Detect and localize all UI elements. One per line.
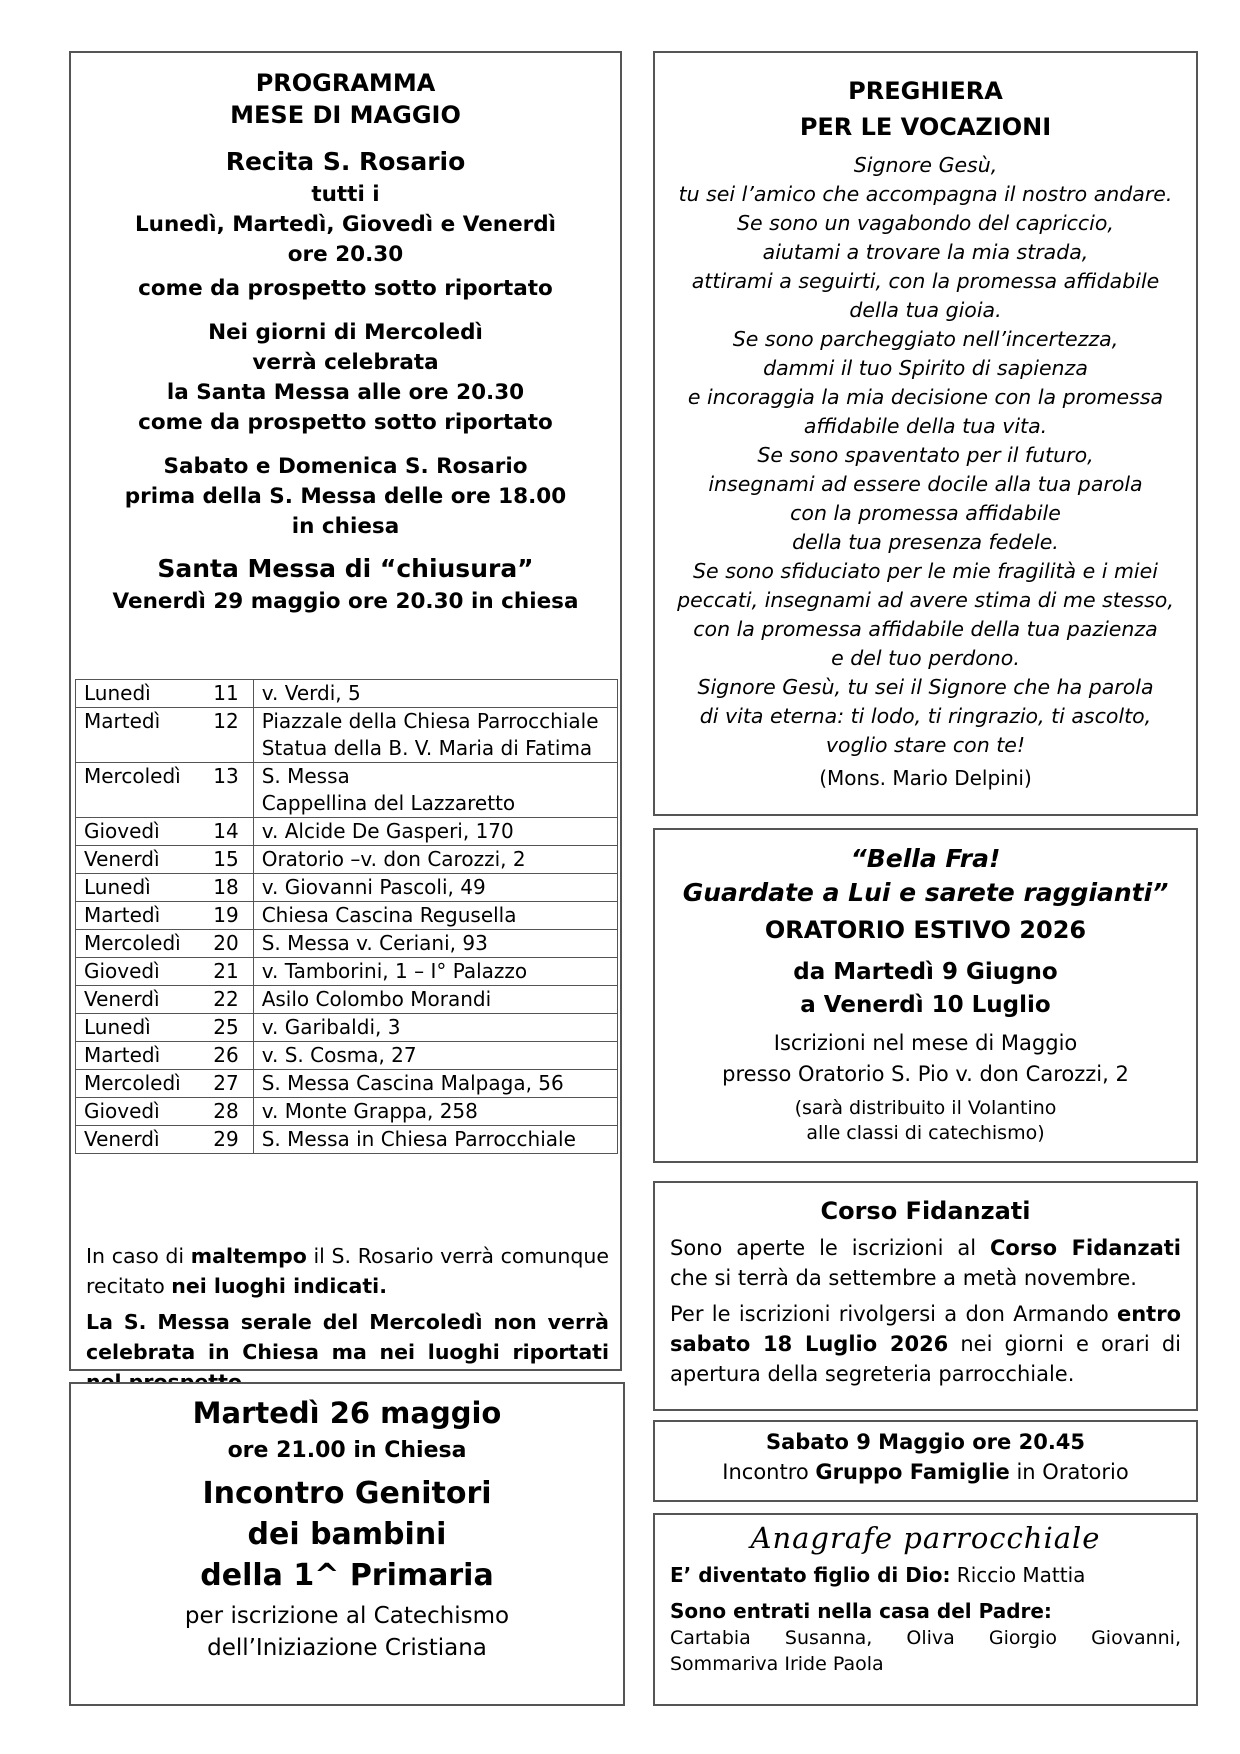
poem-line: aiutami a trovare la mia strada, [762, 240, 1089, 264]
poem-line: insegnami ad essere docile alla tua parola [708, 472, 1143, 496]
chiusura-title: Santa Messa di “chiusura” [157, 554, 534, 583]
schedule-row [76, 1042, 618, 1070]
corso-text-span: Sono aperte le iscrizioni al [670, 1236, 990, 1260]
schedule-day: Venerdì [76, 986, 181, 1014]
programma-title-line: MESE DI MAGGIO [230, 101, 461, 129]
schedule-row [76, 1070, 618, 1098]
figlio-label: E’ diventato figlio di Dio: [670, 1563, 951, 1587]
schedule-date: 28 [181, 1098, 254, 1126]
schedule-place-line: v. S. Cosma, 27 [261, 1043, 417, 1067]
corso-bold-span: entro sabato 18 Luglio 2026 [670, 1302, 1181, 1356]
padre-names: Cartabia Susanna, Oliva Giorgio Giovanni, Sommariva Iride Paola [670, 1627, 1181, 1675]
schedule-day: Lunedì [76, 874, 181, 902]
poem-line: e del tuo perdono. [831, 646, 1020, 670]
mercoledi-line: come da prospetto sotto riportato [138, 410, 553, 435]
poem-line: con la promessa affidabile [790, 501, 1061, 525]
incontro-desc-line: dell’Iniziazione Cristiana [207, 1635, 487, 1661]
schedule-day: Martedì [76, 708, 181, 763]
poem-line: voglio stare con te! [825, 733, 1026, 757]
famiglie-desc [655, 1460, 1196, 1484]
mercoledi-line: Nei giorni di Mercoledì [208, 320, 483, 345]
schedule-day: Venerdì [76, 846, 181, 874]
schedule-table [75, 679, 618, 1154]
sabato-line: Sabato e Domenica S. Rosario [163, 454, 528, 479]
schedule-place-line: Cappellina del Lazzaretto [261, 791, 516, 815]
incontro-title-line: dei bambini [247, 1517, 447, 1552]
schedule-row [76, 818, 618, 846]
preghiera-title [655, 73, 1196, 145]
poem-line: tu sei l’amico che accompagna il nostro andare. [678, 182, 1173, 206]
incontro-title-line: Incontro Genitori [202, 1476, 492, 1511]
chiusura-date: Venerdì 29 maggio ore 20.30 in chiesa [112, 589, 579, 614]
schedule-date: 27 [181, 1070, 254, 1098]
schedule-place-line: Oratorio –v. don Carozzi, 2 [261, 847, 526, 871]
poem-line: peccati, insegnami ad avere stima di me stesso, [677, 588, 1174, 612]
gruppo-famiglie-box [653, 1420, 1198, 1502]
schedule-row [76, 846, 618, 874]
poem-line: Se sono un vagabondo del capriccio, [737, 211, 1114, 235]
maltempo-note [86, 1241, 609, 1301]
anagrafe-figlio [670, 1563, 1181, 1587]
schedule-day: Mercoledì [76, 763, 181, 818]
schedule-day: Giovedì [76, 958, 181, 986]
padre-label: Sono entrati nella casa del Padre: [670, 1599, 1052, 1623]
note-text: In caso di [86, 1244, 191, 1268]
schedule-day: Lunedì [76, 1014, 181, 1042]
schedule-place [253, 1042, 617, 1070]
schedule-place-line: Piazzale della Chiesa Parrocchiale [261, 709, 599, 733]
note-text: il S. Rosario verrà comunque recitato [86, 1244, 609, 1298]
poem-line: della tua gioia. [849, 298, 1002, 322]
poem-line: dammi il tuo Spirito di sapienza [763, 356, 1088, 380]
incontro-title [71, 1473, 623, 1596]
schedule-place-line: Chiesa Cascina Regusella [261, 903, 517, 927]
poem-line: e incoraggia la mia decisione con la promessa [687, 385, 1164, 409]
schedule-day: Mercoledì [76, 930, 181, 958]
schedule-day: Venerdì [76, 1126, 181, 1154]
schedule-row [76, 902, 618, 930]
schedule-row [76, 680, 618, 708]
corso-text-span: Per le iscrizioni rivolgersi a don Armando [670, 1302, 1117, 1326]
oratorio-quote-line: “Bella Fra! [850, 844, 1001, 873]
incontro-date: Martedì 26 maggio [192, 1396, 502, 1430]
schedule-row [76, 1014, 618, 1042]
corso-fidanzati-box [653, 1181, 1198, 1411]
mercoledi-info [71, 318, 620, 438]
poem-line: Signore Gesù, tu sei il Signore che ha parola [697, 675, 1154, 699]
schedule-place [253, 874, 617, 902]
oratorio-note-line: alle classi di catechismo) [806, 1122, 1045, 1144]
incontro-desc-line: per iscrizione al Catechismo [184, 1603, 510, 1629]
sabato-line: prima della S. Messa delle ore 18.00 [124, 484, 567, 509]
schedule-place [253, 958, 617, 986]
schedule-date: 11 [181, 680, 254, 708]
schedule-date: 19 [181, 902, 254, 930]
oratorio-note-line: (sarà distribuito il Volantino [794, 1097, 1057, 1119]
schedule-row [76, 874, 618, 902]
schedule-date: 14 [181, 818, 254, 846]
programma-title [71, 67, 620, 131]
poem-line: Se sono spaventato per il futuro, [757, 443, 1094, 467]
schedule-place [253, 846, 617, 874]
oratorio-dates [655, 956, 1196, 1022]
incontro-genitori-box [69, 1382, 625, 1706]
sabato-line: in chiesa [291, 514, 400, 539]
note-bold: nei luoghi indicati. [171, 1274, 387, 1298]
corso-text [670, 1233, 1181, 1389]
schedule-place-line: v. Garibaldi, 3 [261, 1015, 401, 1039]
schedule-place [253, 680, 617, 708]
schedule-place-line: S. Messa [261, 764, 350, 788]
schedule-place [253, 902, 617, 930]
schedule-row [76, 958, 618, 986]
schedule-place-line: S. Messa Cascina Malpaga, 56 [261, 1071, 564, 1095]
corso-para-1 [670, 1233, 1181, 1293]
note-bold: maltempo [190, 1244, 307, 1268]
incontro-desc [71, 1600, 623, 1664]
famiglie-text: Incontro [722, 1460, 816, 1484]
oratorio-note [655, 1096, 1196, 1146]
rosario-line: ore 20.30 [287, 242, 404, 267]
incontro-title-line: della 1^ Primaria [200, 1558, 494, 1593]
schedule-place [253, 763, 617, 818]
schedule-row [76, 708, 618, 763]
mercoledi-line: la Santa Messa alle ore 20.30 [166, 380, 525, 405]
schedule-place-line: Statua della B. V. Maria di Fatima [261, 736, 593, 760]
poem-line: Se sono parcheggiato nell’incertezza, [732, 327, 1119, 351]
corso-text-span: nei giorni e orari di apertura della segreteria parrocchiale. [670, 1332, 1181, 1386]
schedule-date: 22 [181, 986, 254, 1014]
schedule-place-line: S. Messa in Chiesa Parrocchiale [261, 1127, 576, 1151]
schedule-place-line: v. Monte Grappa, 258 [261, 1099, 478, 1123]
rosario-line: tutti i [311, 182, 380, 207]
rosario-info [71, 180, 620, 304]
oratorio-quote [655, 842, 1196, 910]
poem-line: della tua presenza fedele. [792, 530, 1059, 554]
anagrafe-title: Anagrafe parrocchiale [750, 1521, 1101, 1555]
schedule-day: Giovedì [76, 1098, 181, 1126]
corso-title: Corso Fidanzati [820, 1197, 1031, 1225]
poem-line: Se sono sfiduciato per le mie fragilità e i miei [693, 559, 1158, 583]
famiglie-text: in Oratorio [1009, 1460, 1129, 1484]
schedule-place [253, 1070, 617, 1098]
schedule-place [253, 1126, 617, 1154]
schedule-date: 21 [181, 958, 254, 986]
preghiera-author: (Mons. Mario Delpini) [819, 766, 1032, 790]
oratorio-info [655, 1028, 1196, 1090]
schedule-place [253, 986, 617, 1014]
oratorio-info-line: Iscrizioni nel mese di Maggio [773, 1031, 1078, 1055]
schedule-row [76, 1126, 618, 1154]
programma-title-line: PROGRAMMA [255, 69, 436, 97]
figlio-name: Riccio Mattia [950, 1563, 1086, 1587]
oratorio-title: ORATORIO ESTIVO 2026 [764, 916, 1087, 944]
schedule-place-line: v. Giovanni Pascoli, 49 [261, 875, 486, 899]
poem-line: attirami a seguirti, con la promessa affidabile [691, 269, 1160, 293]
poem-line: Signore Gesù, [853, 153, 998, 177]
schedule-row [76, 986, 618, 1014]
corso-text-span: che si terrà da settembre a metà novembre. [670, 1266, 1137, 1290]
schedule-day: Giovedì [76, 818, 181, 846]
schedule-place [253, 708, 617, 763]
messa-note: La S. Messa serale del Mercoledì non verrà celebrata in Chiesa ma nei luoghi riportati [86, 1310, 609, 1364]
poem-line: di vita eterna: ti lodo, ti ringrazio, ti ascolto, [699, 704, 1152, 728]
schedule-place-line: S. Messa v. Ceriani, 93 [261, 931, 488, 955]
anagrafe-box [653, 1513, 1198, 1706]
schedule-row [76, 763, 618, 818]
poem-line: con la promessa affidabile della tua pazienza [693, 617, 1158, 641]
schedule-date: 15 [181, 846, 254, 874]
schedule-date: 18 [181, 874, 254, 902]
schedule-date: 12 [181, 708, 254, 763]
schedule-day: Lunedì [76, 680, 181, 708]
schedule-place-line: v. Tamborini, 1 – I° Palazzo [261, 959, 528, 983]
programma-box [69, 51, 622, 1371]
preghiera-title-line: PER LE VOCAZIONI [799, 113, 1052, 141]
preghiera-title-line: PREGHIERA [848, 77, 1003, 105]
incontro-time: ore 21.00 in Chiesa [227, 1438, 467, 1463]
famiglie-date: Sabato 9 Maggio ore 20.45 [765, 1430, 1086, 1454]
schedule-place-line: v. Verdi, 5 [261, 681, 361, 705]
corso-bold-span: Corso Fidanzati [989, 1236, 1181, 1260]
poem-line: affidabile della tua vita. [803, 414, 1048, 438]
schedule-date: 13 [181, 763, 254, 818]
schedule-place-line: v. Alcide De Gasperi, 170 [261, 819, 514, 843]
rosario-line: Lunedì, Martedì, Giovedì e Venerdì [134, 212, 557, 237]
schedule-day: Martedì [76, 1042, 181, 1070]
rosario-title: Recita S. Rosario [225, 147, 466, 176]
schedule-date: 20 [181, 930, 254, 958]
oratorio-quote-line: Guardate a Lui e sarete raggianti” [682, 878, 1169, 907]
schedule-day: Mercoledì [76, 1070, 181, 1098]
schedule-row [76, 930, 618, 958]
oratorio-info-line: presso Oratorio S. Pio v. don Carozzi, 2 [722, 1062, 1129, 1086]
rosario-line: come da prospetto sotto riportato [138, 276, 553, 301]
schedule-date: 29 [181, 1126, 254, 1154]
schedule-place [253, 818, 617, 846]
schedule-row [76, 1098, 618, 1126]
schedule-day: Martedì [76, 902, 181, 930]
sabato-info [71, 452, 620, 542]
mercoledi-line: verrà celebrata [252, 350, 439, 375]
schedule-place-line: Asilo Colombo Morandi [261, 987, 492, 1011]
preghiera-text [655, 151, 1196, 760]
schedule-date: 25 [181, 1014, 254, 1042]
famiglie-bold: Gruppo Famiglie [815, 1460, 1010, 1484]
schedule-place [253, 1014, 617, 1042]
programma-notes [86, 1241, 609, 1397]
schedule-date: 26 [181, 1042, 254, 1070]
preghiera-box [653, 51, 1198, 816]
oratorio-estivo-box [653, 828, 1198, 1163]
oratorio-date-line: da Martedì 9 Giugno [793, 959, 1058, 985]
schedule-place [253, 1098, 617, 1126]
schedule-place [253, 930, 617, 958]
corso-para-2 [670, 1299, 1181, 1389]
oratorio-date-line: a Venerdì 10 Luglio [800, 992, 1051, 1018]
